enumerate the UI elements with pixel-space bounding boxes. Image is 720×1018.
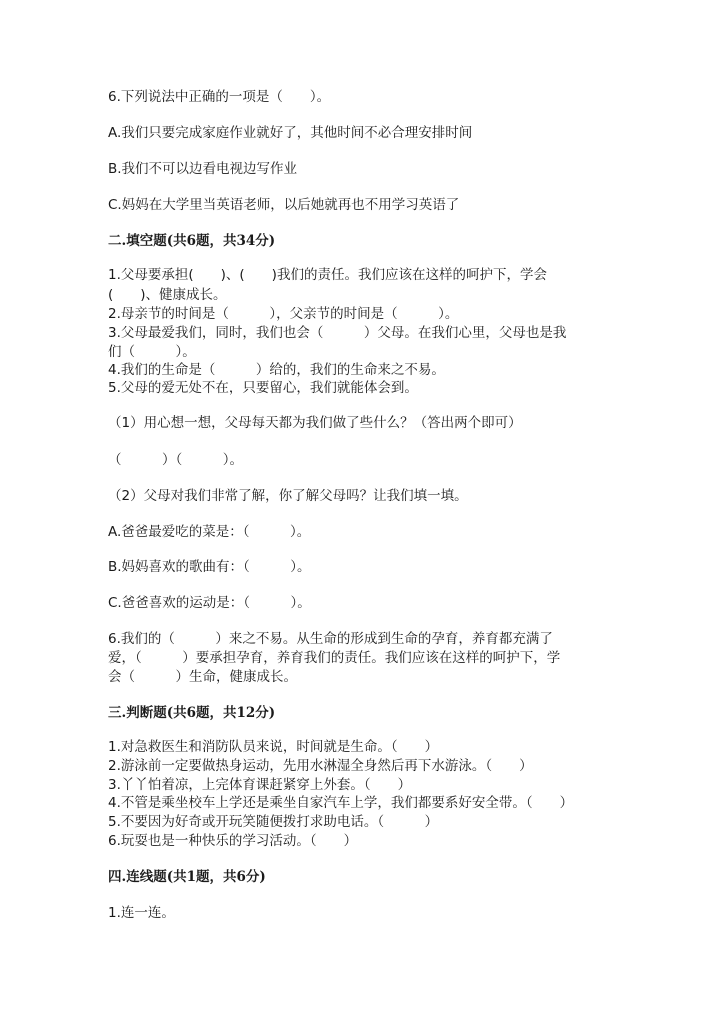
section-heading-matching: 四.连线题(共1题，共6分) [108, 869, 266, 885]
fill-question-5-sub-1: （1）用心想一想，父母每天都为我们做了些什么？（答出两个即可） [108, 415, 522, 431]
fill-question-5-item-b: B.妈妈喜欢的歌曲有：（ ）。 [108, 559, 311, 575]
matching-question-1: 1.连一连。 [108, 905, 175, 921]
fill-question-5: 5.父母的爱无处不在，只要留心，我们就能体会到。 [108, 380, 418, 396]
section-heading-true-false: 三.判断题(共6题，共12分) [108, 705, 276, 721]
judge-question-4: 4.不管是乘坐校车上学还是乘坐自家汽车上学，我们都要系好安全带。（ ） [108, 795, 574, 811]
section-heading-fill-in: 二.填空题(共6题，共34分) [108, 233, 276, 249]
fill-question-5-item-a: A.爸爸最爱吃的菜是：（ ）。 [108, 524, 311, 540]
fill-question-3-line-1: 3.父母最爱我们，同时，我们也会（ ）父母。在我们心里，父母也是我 [108, 325, 567, 341]
fill-question-3-line-2: 们（ ）。 [108, 344, 196, 360]
judge-question-5: 5.不要因为好奇或开玩笑随便拨打求助电话。（ ） [108, 814, 439, 830]
judge-question-3: 3.丫丫怕着凉，上完体育课赶紧穿上外套。（ ） [108, 777, 412, 793]
question-6-option-c: C.妈妈在大学里当英语老师，以后她就再也不用学习英语了 [108, 197, 460, 213]
fill-question-5-item-c: C.爸爸喜欢的运动是：（ ）。 [108, 595, 311, 611]
question-6-option-b: B.我们不可以边看电视边写作业 [108, 161, 298, 177]
judge-question-1: 1.对急救医生和消防队员来说，时间就是生命。（ ） [108, 739, 439, 755]
fill-question-6-line-3: 会（ ）生命，健康成长。 [108, 669, 297, 685]
fill-question-2: 2.母亲节的时间是（ ），父亲节的时间是（ ）。 [108, 306, 459, 322]
fill-question-5-sub-1-answer: （ ）（ ）。 [108, 452, 243, 468]
judge-question-6: 6.玩耍也是一种快乐的学习活动。（ ） [108, 833, 358, 849]
judge-question-2: 2.游泳前一定要做热身运动，先用水淋湿全身然后再下水游泳。（ ） [108, 758, 533, 774]
question-6-option-a: A.我们只要完成家庭作业就好了，其他时间不必合理安排时间 [108, 125, 473, 141]
fill-question-1-line-1: 1.父母要承担( )、( )我们的责任。我们应该在这样的呵护下，学会 [108, 267, 547, 283]
fill-question-6-line-1: 6.我们的（ ）来之不易。从生命的形成到生命的孕育，养育都充满了 [108, 631, 553, 647]
fill-question-5-sub-2: （2）父母对我们非常了解，你了解父母吗？让我们填一填。 [108, 488, 468, 504]
question-6-stem: 6.下列说法中正确的一项是（ ）。 [108, 89, 331, 105]
fill-question-1-line-2: ( )、健康成长。 [108, 287, 227, 303]
fill-question-6-line-2: 爱，（ ）要承担孕育，养育我们的责任。我们应该在这样的呵护下，学 [108, 650, 561, 666]
fill-question-4: 4.我们的生命是（ ）给的，我们的生命来之不易。 [108, 362, 445, 378]
